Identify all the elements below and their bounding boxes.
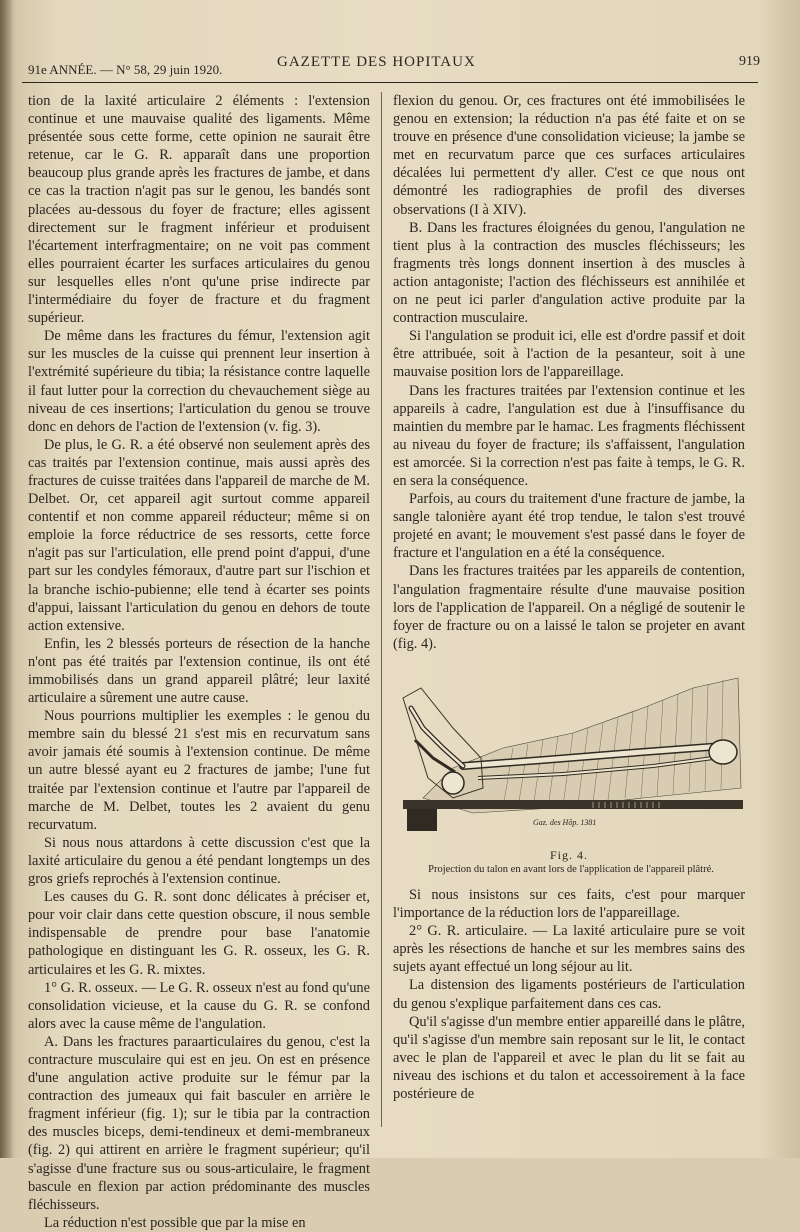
paragraph: Parfois, au cours du traitement d'une fracture de jambe, la sangle talonière ayant été trop tendue, le talon s'est trouvé projeté en avant; le mouvement s'est passé dans le foyer de fracture et l'angulation en a été la conséquence. bbox=[393, 491, 745, 562]
binding-shadow bbox=[0, 0, 14, 1158]
paragraph: Dans les fractures traitées par les appareils de contention, l'angulation fragmentaire résulte d'une mauvaise position lors de l'application de l'appareil. On a négligé de soutenir le foyer de fracture ou on a laissé le talon se projeter en avant (fig. 4). bbox=[393, 563, 745, 652]
column-divider bbox=[381, 92, 382, 1127]
paragraph: Nous pourrions multiplier les exemples : le genou du membre sain du blessé 21 s'est mis en recurvatum sans avoir jamais été soumis à l'extension continue. De même un autre blessé ayant eu 2 fractures de jambe; l'une fut traitée par l'extension continue et l'autre par l'appareil de marche de M. Delbet, toutes les 2 avaient du genu recurvatum. bbox=[28, 708, 370, 833]
left-column bbox=[28, 92, 370, 1232]
support-block bbox=[407, 809, 437, 831]
paragraph: Qu'il s'agisse d'un membre entier appareillé dans le plâtre, qu'il s'agisse d'un membre sain reposant sur le lit, le contact avec le plan de l'appareil et avec le plan du lit se fait au niveau des ischions et du talon et accessoirement à la face postérieure de bbox=[393, 1013, 745, 1103]
paragraph: A. Dans les fractures paraarticulaires du genou, c'est la contracture musculaire qui est en jeu. On est en présence d'une angulation active produite sur le fémur par la contraction des jumeaux qui fait basculer en arrière le fragment inférieur (fig. 1); sur le tibia par la contraction des muscles biceps, demi-tendineux et demi-membraneux (fig. 2) qui attirent en arrière le fragment supérieur; qu'il s'agisse d'une fracture sus ou sous-articulaire, le fragment bascule en flexion par action prédominante des muscles fléchisseurs. bbox=[28, 1033, 370, 1213]
right-column bbox=[393, 92, 745, 653]
paragraph: 1° G. R. osseux. — Le G. R. osseux n'est au fond qu'une consolidation vicieuse, et la cause du G. R. se confond alors avec la cause même de l'angulation. bbox=[28, 979, 370, 1032]
figure-leg-illustration bbox=[393, 648, 753, 848]
figure-number: Fig. 4. bbox=[549, 848, 588, 862]
paragraph: Si nous nous attardons à cette discussion c'est que la laxité articulaire du genou a été pendant longtemps un des gros griefs reprochés à l'extension continue. bbox=[28, 834, 370, 888]
header-rule bbox=[22, 82, 758, 83]
page-header bbox=[22, 54, 760, 80]
figure-caption: Projection du talon en avant lors de l'application de l'appareil plâtré. bbox=[428, 864, 714, 875]
paragraph: Dans les fractures traitées par l'extension continue et les appareils à cadre, l'angulation est due à l'insuffisance du maintien du membre par le hamac. Les fragments fléchissent au niveau du foyer de fracture; ils s'affaissent, l'angulation est amorcée. Si la correction n'est pas faite à temps, le G. R. en sera la conséquence. bbox=[393, 382, 745, 489]
paragraph: Enfin, les 2 blessés porteurs de résection de la hanche n'ont pas été traités par l'extension continue, ils ont été immobilisés dans un grand appareil plâtré; leur laxité articulaire a sûrement une autre cause. bbox=[28, 635, 370, 707]
paragraph: La réduction n'est possible que par la mise en bbox=[44, 1214, 306, 1231]
page-number: 919 bbox=[739, 54, 760, 69]
figure-credit: Gaz. des Hôp. 1381 bbox=[533, 818, 597, 827]
paragraph: 2° G. R. articulaire. — La laxité articulaire pure se voit après les résections de hanche et sur les membres sains des sujets ayant effectué un long séjour au lit. bbox=[393, 923, 745, 976]
paragraph: La distension des ligaments postérieurs de l'articulation du genou s'explique parfaitement dans ces cas. bbox=[393, 977, 745, 1012]
paragraph: tion de la laxité articulaire 2 éléments : l'extension continue et une mauvaise qualité des ligaments. Même présentée sous cette forme, cette opinion ne saurait être retenue, car le G. R. apparaît dans une proportion beaucoup plus grande après les fractures de jambe, et dans ce cas la traction n'agit pas sur le genou, les bandés sont placées au-dessous du foyer de fracture; elles agissent directement sur le fragment inférieur et produisent l'écartement interfragmentaire; on ne voit pas comment elles pourraient écarter les surfaces articulaires du genou sur lesquelles elles n'ont qu'une prise indirecte par l'intermédiaire du foyer de fracture et du fragment supérieur. bbox=[28, 93, 370, 327]
heel-bone bbox=[442, 772, 464, 794]
paragraph: Les causes du G. R. sont donc délicates à préciser et, pour voir clair dans cette question obscure, il nous semble indispensable de prendre pour base l'anatomie pathologique en distinguant les G. R. osseux, les G. R. articulaires et les G. R. mixtes. bbox=[28, 889, 370, 978]
paragraph: flexion du genou. Or, ces fractures ont été immobilisées le genou en extension; la réduction n'a pas été faite et on se trouve en présence d'une consolidation vicieuse; la jambe se met en recurvatum parce que ces surfaces articulaires décalées lui permettent d'y aller. C'est ce que nous ont démontré les radiographies de profil des diverses observations (I à XIV). bbox=[393, 93, 745, 218]
paragraph: Si nous insistons sur ces faits, c'est pour marquer l'importance de la réduction lors de l'appareillage. bbox=[393, 887, 745, 922]
issue-info: 91e ANNÉE. — N° 58, 29 juin 1920. bbox=[28, 62, 223, 77]
support-board bbox=[403, 800, 743, 809]
knee-joint bbox=[709, 740, 737, 764]
right-column-continued bbox=[393, 886, 745, 1103]
paragraph: De plus, le G. R. a été observé non seulement après des cas traités par l'extension continue, mais aussi après des fractures de cuisse traitées dans l'appareil de marche de M. Delbet. Or, cet appareil agit surtout comme appareil contentif et non comme appareil réducteur; même si on emploie la force réductrice de ses ressorts, cette force n'agit pas sur l'articulation, elle prend point d'appui, d'une part sur les condyles fémoraux, d'autre part sur l'ischion et la branche ischio-pubienne; elle tend à écarter ses points d'appui, laissant l'articulation du genou en dehors de toute action extensive. bbox=[28, 436, 370, 634]
journal-title: GAZETTE DES HOPITAUX bbox=[277, 54, 476, 70]
paragraph: Si l'angulation se produit ici, elle est d'ordre passif et doit être attribuée, soit à l'action de la pesanteur, soit à une mauvaise position lors de l'appareillage. bbox=[393, 328, 745, 381]
paragraph: B. Dans les fractures éloignées du genou, l'angulation ne tient plus à la contraction des muscles fléchisseurs; les fragments très longs donnent insertion à des muscles à action antagoniste; l'action des fléchisseurs est annihilée et on ne peut ici parler d'angulation active produite par la contraction musculaire. bbox=[393, 219, 745, 327]
paragraph: De même dans les fractures du fémur, l'extension agit sur les muscles de la cuisse qui prennent leur insertion à l'extrémité supérieure du tibia; la résistance contre laquelle il faut lutter pour la correction du chevauchement siège au niveau de ces insertions; l'articulation du genou se trouve donc en dehors de l'action de l'extension (v. fig. 3). bbox=[28, 328, 370, 435]
